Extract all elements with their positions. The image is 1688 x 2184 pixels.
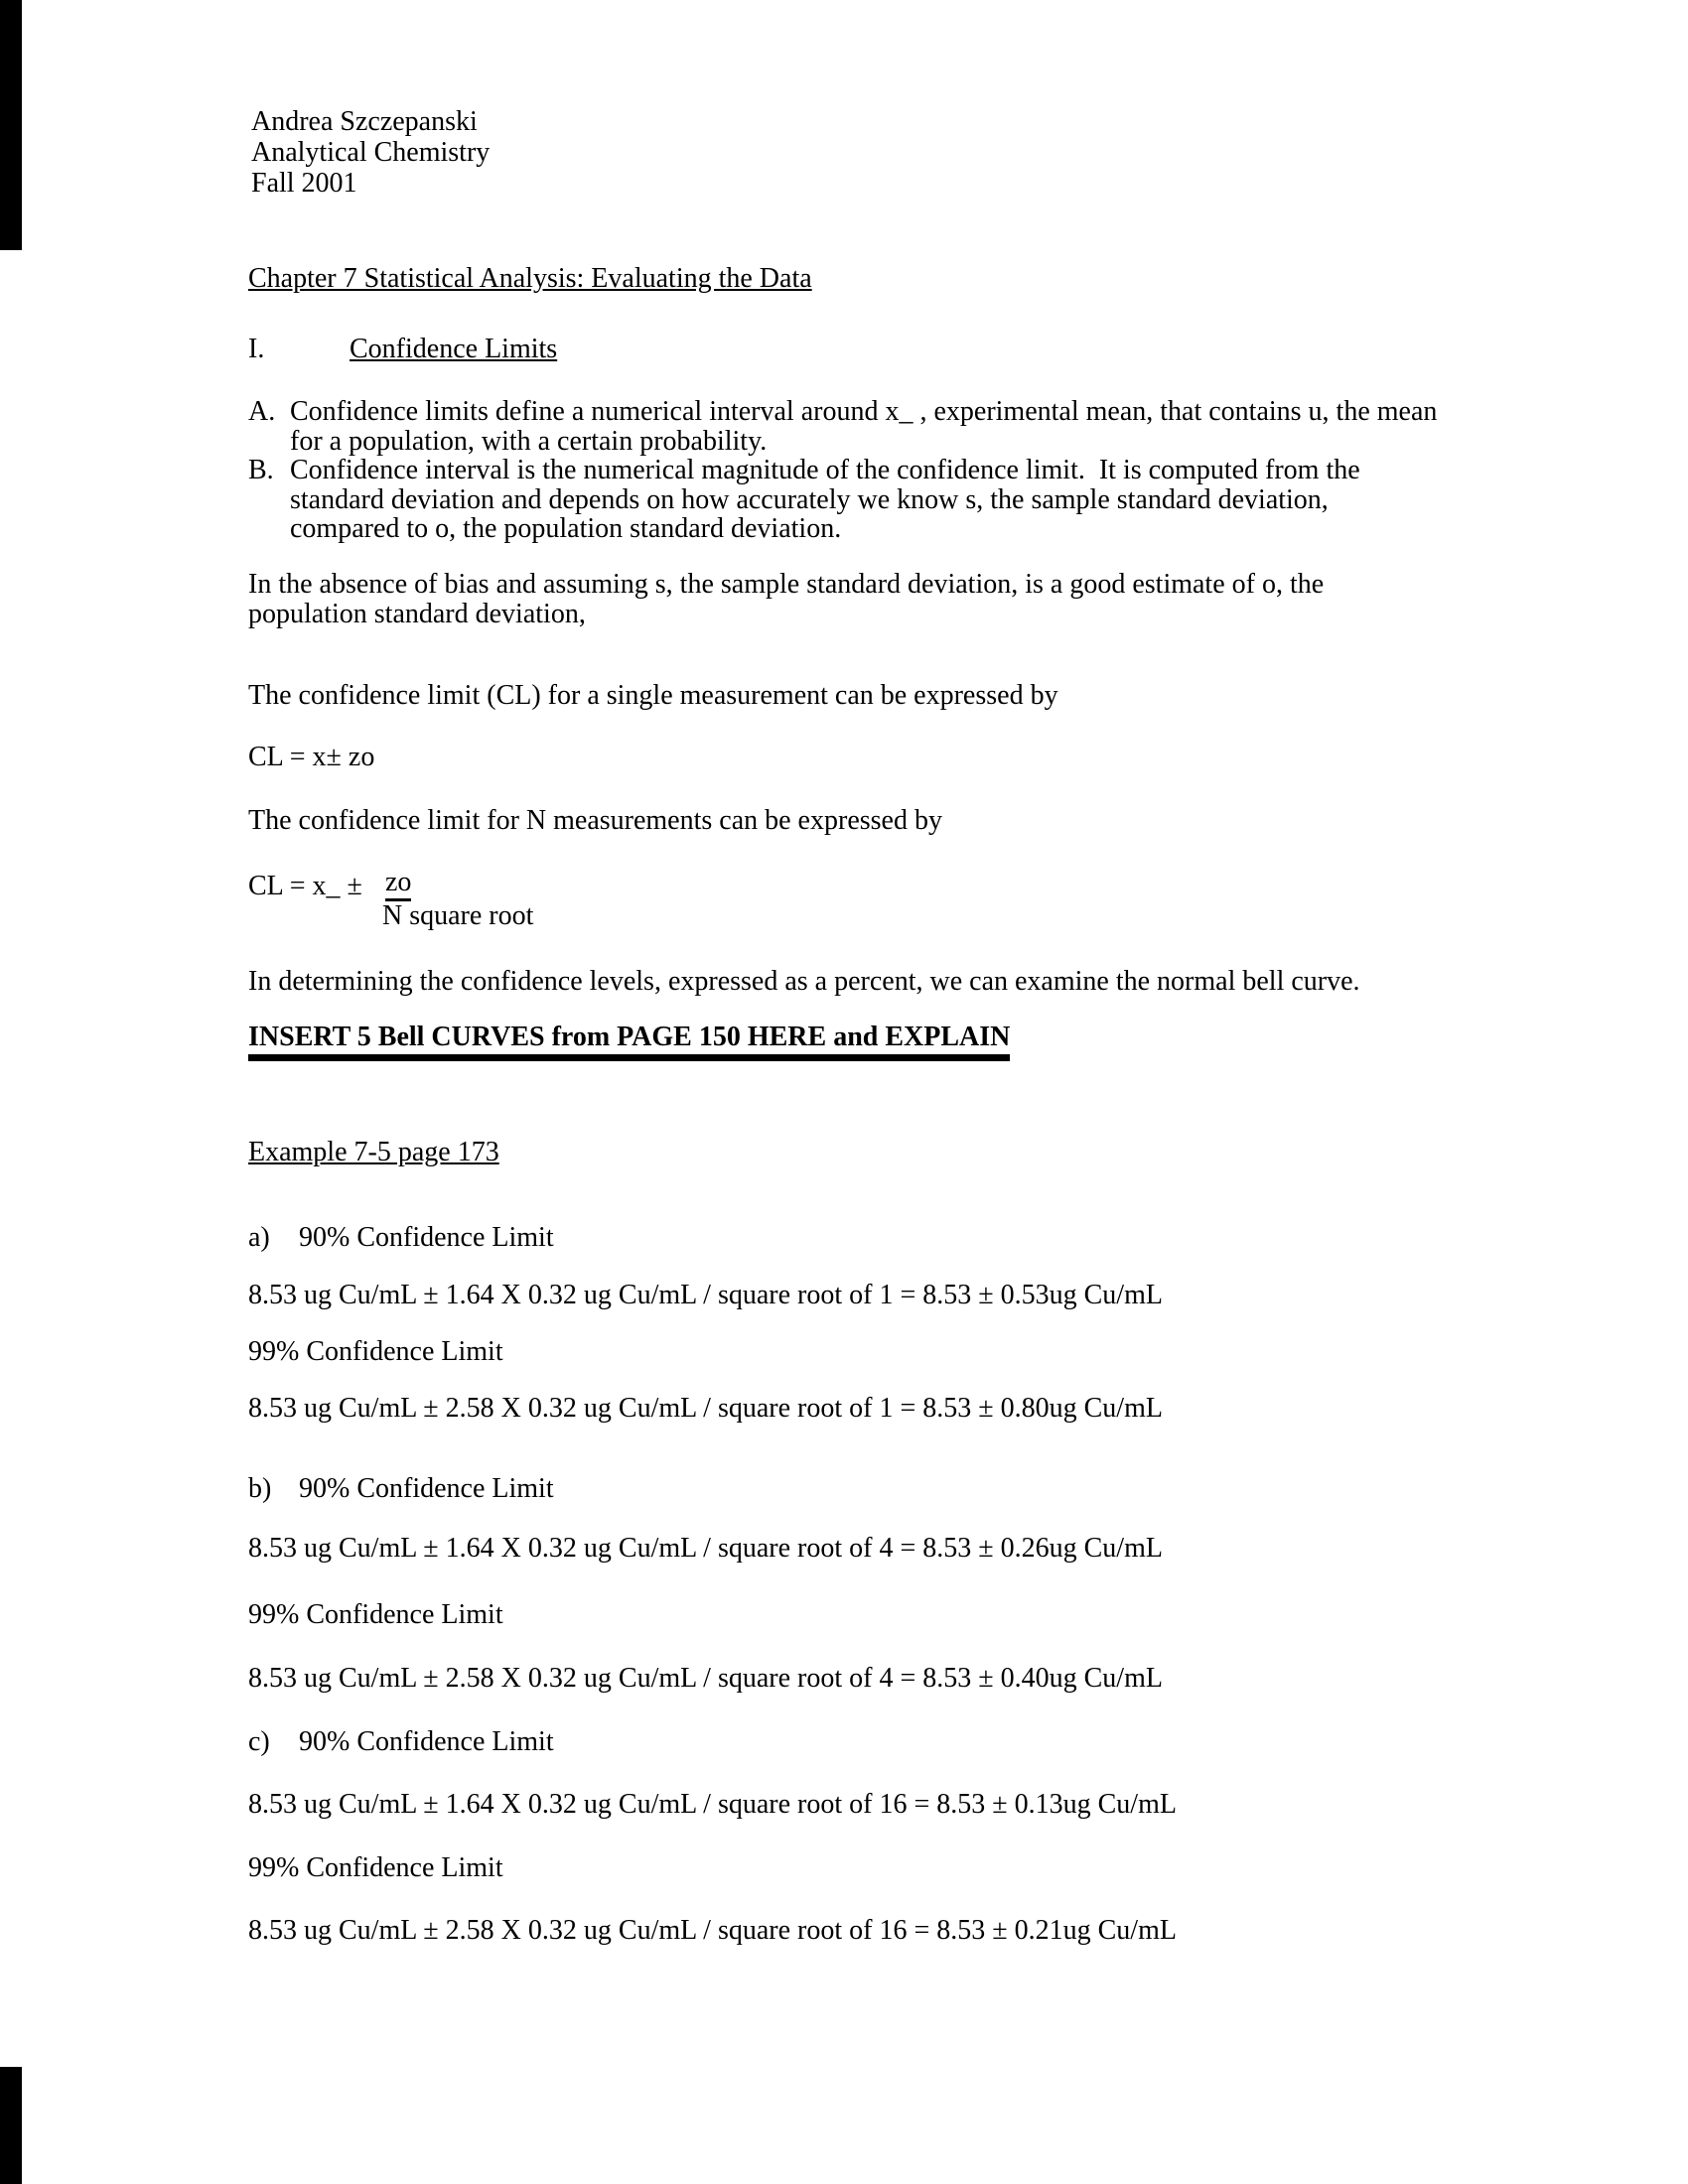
course-name: Analytical Chemistry xyxy=(251,137,491,168)
example-a-90-equation: 8.53 ug Cu/mL ± 1.64 X 0.32 ug Cu/mL / square root of 1 = 8.53 ± 0.53ug Cu/mL xyxy=(248,1280,1163,1310)
scan-artifact-top-left xyxy=(0,0,22,250)
insert-note xyxy=(248,1023,1010,1052)
example-a-title-text: 90% Confidence Limit xyxy=(299,1222,554,1253)
example-c-title-text: 90% Confidence Limit xyxy=(299,1726,554,1757)
scan-artifact-bottom-left xyxy=(0,2067,22,2184)
example-heading: Example 7-5 page 173 xyxy=(248,1137,499,1167)
item-b-line3: compared to o, the population standard deviation. xyxy=(290,513,842,544)
item-a-line2: for a population, with a certain probability. xyxy=(290,426,768,457)
section-numeral: I. xyxy=(248,334,265,364)
example-c-90-equation: 8.53 ug Cu/mL ± 1.64 X 0.32 ug Cu/mL / square root of 16 = 8.53 ± 0.13ug Cu/mL xyxy=(248,1789,1177,1820)
paragraph-single-measurement: The confidence limit (CL) for a single measurement can be expressed by xyxy=(248,680,1058,711)
example-b-90-equation: 8.53 ug Cu/mL ± 1.64 X 0.32 ug Cu/mL / square root of 4 = 8.53 ± 0.26ug Cu/mL xyxy=(248,1533,1163,1564)
item-a-label: A. xyxy=(248,396,276,427)
example-a-label: a) xyxy=(248,1222,270,1253)
item-b-line2: standard deviation and depends on how accurately we know s, the sample standard deviation, xyxy=(290,484,1329,515)
chapter-heading: Chapter 7 Statistical Analysis: Evaluating the Data xyxy=(248,263,812,294)
example-c-label: c) xyxy=(248,1726,270,1757)
formula-n-numerator xyxy=(385,868,411,901)
item-b-label: B. xyxy=(248,455,274,485)
example-c-99-equation: 8.53 ug Cu/mL ± 2.58 X 0.32 ug Cu/mL / square root of 16 = 8.53 ± 0.21ug Cu/mL xyxy=(248,1915,1177,1946)
item-b-line1: Confidence interval is the numerical magnitude of the confidence limit. It is computed from the xyxy=(290,455,1360,485)
example-c-title xyxy=(248,1727,554,1757)
example-a-99-title: 99% Confidence Limit xyxy=(248,1336,503,1367)
example-b-99-title: 99% Confidence Limit xyxy=(248,1599,503,1630)
formula-n-denominator: N square root xyxy=(382,900,534,931)
example-b-label: b) xyxy=(248,1473,272,1504)
example-b-99-equation: 8.53 ug Cu/mL ± 2.58 X 0.32 ug Cu/mL / square root of 4 = 8.53 ± 0.40ug Cu/mL xyxy=(248,1663,1163,1694)
example-b-title-text: 90% Confidence Limit xyxy=(299,1473,554,1504)
example-a-title xyxy=(248,1223,554,1253)
author-name: Andrea Szczepanski xyxy=(251,106,478,137)
insert-note-text: INSERT 5 Bell CURVES from PAGE 150 HERE and EXPLAIN xyxy=(248,1022,1010,1061)
formula-n-lhs: CL = x_ ± xyxy=(248,871,362,901)
formula-single-measurement: CL = x± zo xyxy=(248,742,375,772)
paragraph-n-measurements: The confidence limit for N measurements can be expressed by xyxy=(248,805,942,836)
item-a-line1: Confidence limits define a numerical interval around x_ , experimental mean, that contains u, the mean xyxy=(290,396,1438,427)
example-c-99-title: 99% Confidence Limit xyxy=(248,1852,503,1883)
paragraph-bias-line2: population standard deviation, xyxy=(248,599,586,629)
example-a-99-equation: 8.53 ug Cu/mL ± 2.58 X 0.32 ug Cu/mL / square root of 1 = 8.53 ± 0.80ug Cu/mL xyxy=(248,1393,1163,1424)
fraction-numerator: zo xyxy=(385,868,411,901)
term: Fall 2001 xyxy=(251,168,357,199)
example-b-title xyxy=(248,1474,554,1504)
paragraph-bias-line1: In the absence of bias and assuming s, the sample standard deviation, is a good estimate of o, the xyxy=(248,569,1325,600)
section-title: Confidence Limits xyxy=(350,334,558,364)
paragraph-determining: In determining the confidence levels, expressed as a percent, we can examine the normal bell curve. xyxy=(248,966,1360,997)
